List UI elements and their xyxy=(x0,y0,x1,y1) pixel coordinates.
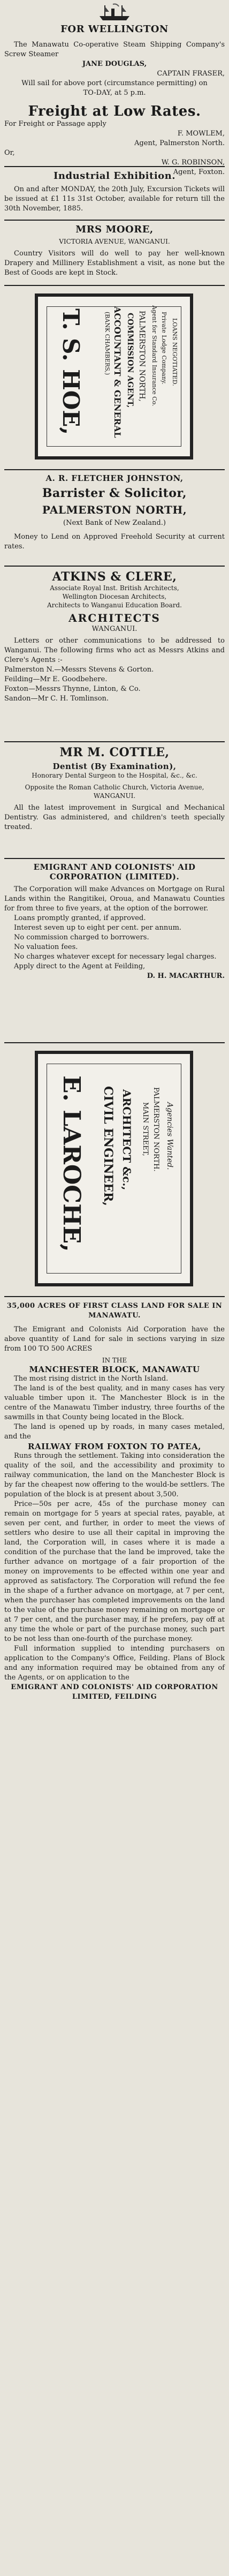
ad-in-the: IN THE xyxy=(102,1357,127,1364)
ad-name: A. R. FLETCHER JOHNSTON, xyxy=(45,473,184,483)
ad-text: No valuation fees. xyxy=(14,943,78,951)
ad-sub: LOANS NEGOTIATED. xyxy=(171,318,178,386)
ad-note: (Next Bank of New Zealand.) xyxy=(63,519,166,527)
ad-sub: Honorary Dental Surgeon to the Hospital, &c., &c. xyxy=(32,772,197,779)
ad-line: ARCHITECT &c., xyxy=(120,1089,133,1191)
ad-sub: Agent for Standard Insurance Co. xyxy=(151,305,158,406)
ad-railway: RAILWAY FROM FOXTON TO PATEA, xyxy=(27,1442,202,1451)
ad-footer: EMIGRANT AND COLONISTS' AID CORPORATION LIMITED, FEILDING xyxy=(11,1683,218,1701)
agent-name: W. G. ROBINSON, xyxy=(161,159,225,167)
ad-sub: ACCOUNTANT & GENERAL xyxy=(112,306,123,438)
agent-line: Palmerston N.—Messrs Stevens & Gorton. xyxy=(4,666,154,674)
ad-heading: EMIGRANT AND COLONISTS' AID xyxy=(33,862,196,872)
ad-text: The land is of the best quality, and in many cases has very valuable timber upon it. The Manchester Block is in the centre of the Manawatu Timber industry, three fourths of the sawmills in that County being located in the Block. xyxy=(4,1384,225,1421)
ad-title: Dentist (By Examination), xyxy=(52,762,177,771)
t-s-hoe-ad xyxy=(35,293,193,460)
ad-place: PALMERSTON NORTH, xyxy=(42,503,187,516)
signature: D. H. MACARTHUR. xyxy=(147,972,225,980)
ad-sub: Architects to Wanganui Education Board. xyxy=(47,601,182,609)
captain: CAPTAIN FRASER, xyxy=(157,70,225,78)
ad-sub: Associate Royal Inst. British Architects, xyxy=(50,584,179,592)
divider xyxy=(4,166,225,167)
agent-line: Sandon—Mr C. H. Tomlinson. xyxy=(4,695,109,703)
agent-line: Feilding—Mr E. Goodbehere. xyxy=(4,675,108,683)
ad-line: PALMERSTON NORTH. xyxy=(152,1087,160,1172)
ad-text: Money to Lend on Approved Freehold Security at current rates. xyxy=(4,533,225,551)
ad-text: No commission charged to borrowers. xyxy=(14,933,149,941)
ad-title: Barrister & Solicitor, xyxy=(42,486,187,500)
ad-text: The Corporation will make Advances on Mortgage on Rural Lands within the Rangitikei, Oroua, and Manawatu Counties for from three to five years, at the option of the borrower. xyxy=(4,885,225,913)
ad-sub: Opposite the Roman Catholic Church, Victoria Avenue, WANGANUI. xyxy=(25,784,204,800)
ad-sub: Private Lodge Company. xyxy=(161,312,167,385)
ad-title: ARCHITECTS xyxy=(68,612,161,624)
freight-or: Or, xyxy=(4,149,15,157)
ad-line: MAIN STREET, xyxy=(141,1102,149,1156)
ship-name: JANE DOUGLAS, xyxy=(82,60,147,68)
ad-line: The Manawatu Co-operative Steam Shipping Company's Screw Steamer xyxy=(4,41,225,58)
ad-text: The Emigrant and Colonists Aid Corporation have the above quantity of Land for sale in sections varying in size from 100 TO 500 ACRES xyxy=(4,1325,225,1353)
ad-text: The most rising district in the North Island. xyxy=(14,1375,169,1383)
agent-location: Agent, Palmerston North. xyxy=(134,139,225,147)
ad-sub: VICTORIA AVENUE, WANGANUI. xyxy=(59,238,170,245)
divider xyxy=(4,566,225,567)
divider xyxy=(4,220,225,221)
ad-line: Will sail for above port (circumstance permitting) on xyxy=(21,79,208,87)
emigrant-colonists-aid-ad xyxy=(4,862,225,981)
ad-heading: 35,000 ACRES OF FIRST CLASS LAND FOR SALE IN MANAWATU. xyxy=(6,1302,223,1320)
ad-heading: Industrial Exhibition. xyxy=(53,170,176,182)
agent-line: Foxton—Messrs Thynne, Linton, & Co. xyxy=(4,685,141,693)
ad-name: MR M. COTTLE, xyxy=(59,745,170,759)
ad-text: Runs through the settlement. Taking into consideration the quality of the soil, and the accessibility and proximity to railway communication, the land on the Manchester Block is by far the cheapest now offering to the would-be settlers. The population of the block is at present about 3,500. xyxy=(4,1452,225,1498)
divider xyxy=(4,285,225,286)
ad-line: Agencies Wanted. xyxy=(165,1102,174,1170)
ad-heading: ATKINS & CLERE, xyxy=(52,570,177,584)
ad-name: E. LAROCHE, xyxy=(58,1075,85,1252)
ad-sub: Wellington Diocesan Architects, xyxy=(62,593,167,600)
ad-text: Letters or other communications to be addressed to Wanganui. The following firms who act as Messrs Atkins and Clere's Agents :- xyxy=(4,637,225,664)
fletcher-johnston-ad xyxy=(4,473,225,552)
ad-text: All the latest improvement in Surgical and Mechanical Dentistry. Gas administered, and children's teeth specially treated. xyxy=(4,804,225,831)
freight-line: For Freight or Passage apply xyxy=(4,120,106,128)
freight-title: Freight at Low Rates. xyxy=(28,103,201,119)
divider xyxy=(4,1042,225,1043)
ad-name: T. S. HOE, xyxy=(58,308,84,435)
ad-text: Loans promptly granted, if approved. xyxy=(14,914,146,922)
steamship-icon xyxy=(97,3,132,22)
wellington-shipping-ad xyxy=(4,24,225,177)
ad-sub: COMMISSION AGENT, xyxy=(126,313,134,408)
ad-text: No charges whatever except for necessary legal charges. xyxy=(14,953,217,961)
divider xyxy=(4,1296,225,1297)
ad-block: MANCHESTER BLOCK, MANAWATU xyxy=(29,1365,200,1374)
cottle-dentist-ad xyxy=(4,745,225,832)
ad-heading: FOR WELLINGTON xyxy=(60,24,169,35)
departure: TO-DAY, at 5 p.m. xyxy=(83,89,146,97)
ad-line: CIVIL ENGINEER, xyxy=(101,1086,115,1206)
ad-text: Price—50s per acre, 45s of the purchase money can remain on mortgage for 5 years at special rates, payable, at seven per cent, and further, in order to meet the views of settlers who desire to use all their capital in improving the land, the Corporation will, in cases where it is made a condition of the purchase that the land be improved, take the further advance on mortgage of a fair proportion of the money on improvements to be effected within one year and approved as satisfactory. The Corporation will refund the fee in the shape of a further advance on mortgage, at 7 per cent, when the purchaser has completed improvements on the land to the value of the purchase money remaining on mortgage or at 7 per cent, and the purchaser may, if he prefers, pay off at any time the whole or part of the purchase money, such part to be not less than one-fourth of the purchase money. xyxy=(4,1500,225,1643)
agent-name: F. MOWLEM, xyxy=(177,130,225,138)
manchester-block-land-ad xyxy=(4,1301,225,1702)
atkins-clere-ad xyxy=(4,570,225,704)
ad-text: Interest seven up to eight per cent. per annum. xyxy=(14,924,182,932)
laroche-engineer-ad xyxy=(35,1051,193,1286)
divider xyxy=(4,469,225,470)
ad-text: Full information supplied to intending purchasers on application to the Company's Office, Feilding. Plans of Block and any information required may be obtained from any of the Agents, or on application to the xyxy=(4,1645,225,1682)
ad-heading: MRS MOORE, xyxy=(75,224,154,235)
ad-text: On and after MONDAY, the 20th July, Excursion Tickets will be issued at £1 11s 31st October, available for return till the 30th November, 1885. xyxy=(4,185,225,213)
ad-place: WANGANUI. xyxy=(91,625,138,633)
industrial-exhibition-ad xyxy=(4,170,225,214)
ad-text: Apply direct to the Agent at Feilding, xyxy=(14,962,146,970)
mrs-moore-ad xyxy=(4,224,225,278)
ad-heading-2: CORPORATION (LIMITED). xyxy=(49,872,180,882)
divider xyxy=(4,858,225,859)
agent-location: Agent, Foxton. xyxy=(173,168,225,176)
ad-sub: PALMERSTON NORTH, xyxy=(138,311,146,402)
ad-text: The land is opened up by roads, in many cases metaled, and the xyxy=(4,1423,225,1441)
ad-sub: (BANK CHAMBERS,) xyxy=(104,312,111,375)
ad-text: Country Visitors will do well to pay her well-known Drapery and Millinery Establishment a visit, as none but the Best of Goods are kept in Stock. xyxy=(4,250,225,277)
divider xyxy=(4,741,225,742)
